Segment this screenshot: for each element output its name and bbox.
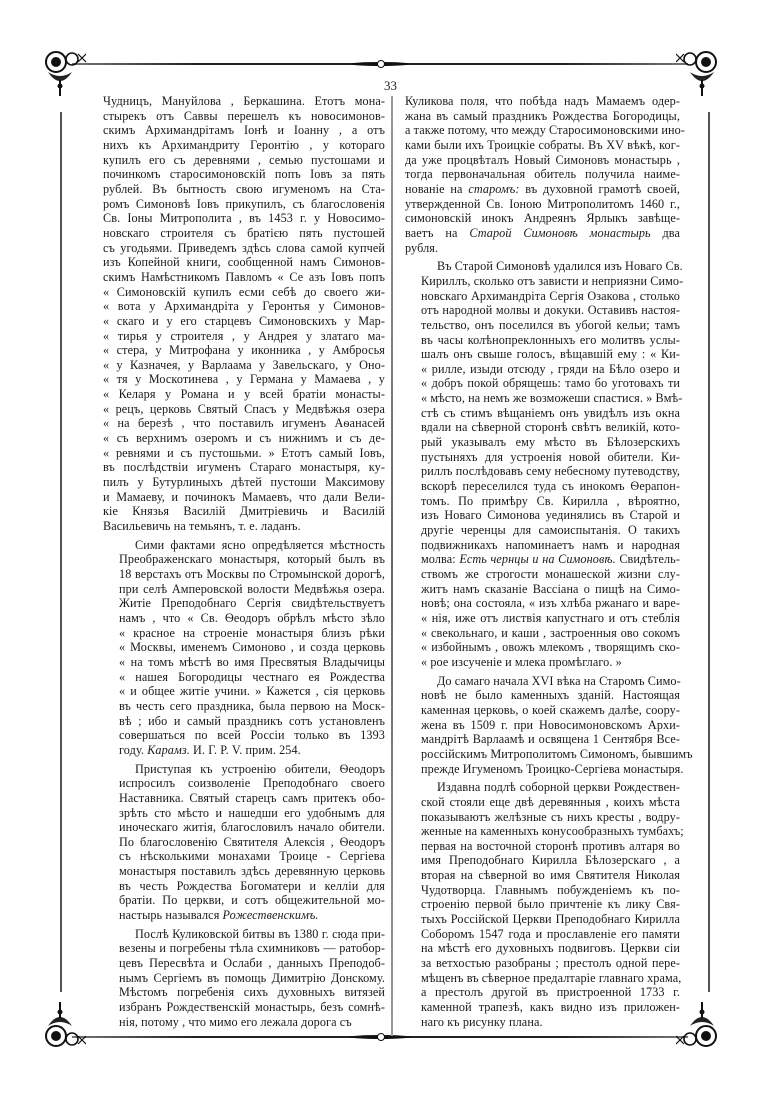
text-line	[103, 684, 385, 699]
text-run: риллъ послѣдовавъ сему небесному путеводству,	[421, 464, 680, 479]
text-line: « тя у Москотинева , у Германа у Мамаева , у	[103, 372, 385, 387]
text-line	[405, 94, 680, 109]
text-run: По благословенію Святителя Алексія , Ѳеодоръ	[119, 834, 385, 849]
text-line	[103, 908, 385, 923]
text-line	[405, 197, 680, 212]
text-line	[405, 182, 680, 197]
text-line: нымъ Сергіемъ въ помощь Димитрію Донскому.	[119, 970, 385, 985]
text-line: « тирья у строителя , у Андрея у златаго ма-	[103, 328, 385, 343]
text-run: тогда первоначальная обитель получила наиме-	[405, 167, 680, 182]
text-run: « Москвы, именемъ Симоново , и созда церковь	[119, 640, 385, 655]
text-line: нія, потому , что мимо его лежала дорога съ	[119, 1014, 352, 1029]
text-line	[405, 123, 685, 138]
text-line	[405, 552, 680, 567]
text-line	[103, 743, 385, 758]
text-line	[103, 728, 385, 743]
text-line	[103, 849, 385, 864]
text-line	[405, 289, 680, 304]
right-border-rule	[708, 112, 710, 992]
text-run: настырь назывался	[119, 908, 223, 923]
rule-center-dot	[377, 1033, 385, 1041]
text-run: иноческаго житія, благословилъ начало обители.	[119, 820, 385, 835]
text-run: а также потому, что между Старосимоновскими ино-	[405, 123, 685, 138]
text-line: рублей. Въ бытность свою игуменомъ на Ста-	[103, 181, 385, 196]
text-run: « избойнымъ , овожъ млекомъ , творящимъ ско-	[421, 640, 680, 655]
text-run: году.	[119, 742, 148, 757]
text-line	[103, 879, 385, 894]
text-run: томъ. По примѣру Св. Кирилла , вѣроятно,	[421, 493, 680, 508]
text-run: вдали на сѣверной сторонѣ свѣтъ великій, кото-	[421, 420, 680, 435]
text-run: новѣ; она состояла, « изъ хлѣба ржанаго и варе-	[421, 596, 680, 611]
text-line	[103, 552, 385, 567]
text-run: жана въ самый праздникъ Рождества Богородицы,	[405, 108, 680, 123]
text-run: « мѣсто, на немъ же возможеши спастися. » Вмѣ-	[421, 391, 683, 406]
text-line	[103, 626, 385, 641]
text-run: « красное на строеніе монастыря близъ рѣки	[119, 625, 385, 640]
text-line: починкомъ старосимоновскій попъ Іовъ за пять	[103, 167, 385, 182]
page-number: 33	[384, 78, 397, 93]
text-run: Въ Старой Симоновѣ удалился изъ Новаго Св.	[437, 259, 683, 274]
text-run: утвержденной Св. Іоною Митрополитомъ 1460 г.,	[405, 196, 680, 211]
text-run: совершаться по всей Россіи только въ 1393	[119, 728, 385, 743]
text-line: Послѣ Куликовской битвы въ 1380 г. сюда при-	[135, 926, 385, 941]
column-divider	[391, 96, 393, 1036]
italic-citation: Карамз.	[147, 742, 190, 757]
bottom-ornamental-rule	[72, 1036, 688, 1038]
text-line: прежде Игуменомъ Троицко-Сергіева монастыря.	[421, 761, 684, 776]
text-line: « на березѣ , что поставилъ игуменъ Аѳанасей	[103, 416, 385, 431]
text-line	[405, 450, 680, 465]
text-run: монастыря поставилъ здѣсь деревянную церковь	[119, 864, 385, 879]
text-run: 18 верстахъ отъ Москвы по Стромынской дорогѣ,	[119, 567, 385, 581]
text-line	[103, 699, 385, 714]
italic-citation: Рожественскимъ.	[222, 908, 319, 923]
text-line	[405, 241, 680, 256]
text-line: « съ верхнимъ озеромъ и съ нижнимъ и съ де-	[103, 431, 385, 446]
text-line: новѣ не было каменныхъ зданій. Настоящая	[421, 688, 680, 703]
text-line	[405, 479, 680, 494]
paragraph	[405, 259, 684, 669]
text-line: мѣщенъ въ сѣверное предалтаріе главнаго храма,	[421, 970, 682, 985]
text-run: « добръ покой обрящешь: тамо бо уготовахъ ти	[421, 376, 680, 391]
text-run: Преображенскаго монастыря, который былъ въ	[119, 552, 385, 567]
text-line: въ послѣдствіи игуменъ Стараго монастыря, ку-	[103, 460, 385, 475]
text-run: въ честь сего праздника, была первою на Моск-	[119, 698, 385, 713]
text-line	[103, 670, 385, 685]
italic-citation: Старой Симоновѣ монастырь	[469, 225, 651, 240]
text-line: « ревнями и съ пустошьми. » Етотъ самый Іовъ,	[103, 445, 385, 460]
text-line: и Мамаеву, и починокъ Мамаевъ, что дали Вели-	[103, 489, 385, 504]
text-line: тыхъ Россійской Церкви Преподобнаго Кирилла	[421, 912, 680, 927]
text-run: молва:	[421, 552, 460, 567]
text-line: « стера, у Митрофана у иконника , у Амбросья	[103, 343, 385, 358]
text-line	[405, 538, 680, 553]
top-ornamental-rule	[72, 63, 688, 65]
paragraph	[103, 94, 385, 534]
text-line	[405, 167, 680, 182]
text-line	[405, 626, 680, 641]
text-run: вѣ ; ибо и самый праздникъ сотъ установленъ	[119, 713, 385, 728]
paragraph	[103, 927, 385, 1030]
text-line: показываютъ желѣзные съ нихъ кресты , водру-	[421, 809, 680, 824]
text-run: Наставника. Святый старецъ самъ притекъ обо-	[119, 790, 385, 805]
text-run: Приступая къ устроенію обители, Ѳеодоръ	[135, 761, 385, 776]
text-run: два	[650, 225, 680, 240]
text-run: въ духовной грамотѣ своей,	[519, 181, 680, 196]
rule-center-dot	[377, 60, 385, 68]
text-line: Чудницъ, Мануйлова , Беркашина. Етотъ мона-	[103, 94, 385, 108]
text-line	[405, 362, 680, 377]
text-line	[405, 333, 680, 348]
text-line	[103, 640, 385, 655]
text-line	[405, 273, 684, 289]
text-line: россійскимъ Митрополитомъ Симономъ, бывшимъ	[421, 746, 693, 761]
text-run: « на томъ мѣстѣ во имя Пресвятыя Владычицы	[119, 654, 385, 669]
text-run: съ нѣсколькими монахами Троице - Сергіева	[119, 849, 385, 864]
text-line: Издавна подлѣ соборной церкви Рождествен-	[437, 780, 680, 795]
text-run: Куликова поля, что побѣда надъ Мамаемъ одер-	[405, 94, 680, 108]
text-run: изъ Новаго Симонова уединялись въ Старой и	[421, 508, 680, 523]
paragraph	[405, 673, 693, 777]
text-line: « рецъ, церковь Святый Спасъ у Медвѣжья озера	[103, 401, 385, 416]
corner-ornament-bottom-left	[44, 1002, 86, 1048]
text-line	[103, 806, 385, 821]
text-run: « нашея Богородицы честнаго ея Рождества	[119, 669, 385, 684]
text-line	[405, 435, 680, 450]
text-line: а престолъ другой въ пристроенной 1733 г.	[421, 985, 680, 1000]
text-line	[405, 464, 680, 479]
text-run: испросилъ соизволеніе Преподобнаго своего	[119, 776, 385, 791]
text-run: подвижникахъ напоминаетъ намъ и народная	[421, 537, 680, 552]
text-line: До самаго начала XVI вѣка на Старомъ Симо-	[437, 673, 681, 688]
text-line: стырекъ отъ Саввы перешелъ къ новосимонов-	[103, 108, 385, 123]
text-run: « рилле, изыди отсюду , гряди на Бѣло озеро и	[421, 361, 680, 376]
text-run: стѣ съ стимъ вѣщаніемъ онъ увидѣлъ изъ окна	[421, 405, 680, 420]
text-run: рый указывалъ ему мѣсто въ Бѣлозерскихъ	[421, 435, 680, 450]
floral-ornament-icon	[44, 1002, 86, 1048]
text-run: при селѣ Амперовской волости Медвѣжья озера.	[119, 581, 385, 596]
text-line	[103, 893, 385, 908]
text-run: да уже процвѣталъ Новый Симоновъ монастырь ,	[405, 152, 680, 167]
text-run: рубля.	[405, 240, 439, 255]
text-line: новскаго строителя съ братією пять пустошей	[103, 225, 385, 240]
text-line: скимъ Архимандрітамъ Іонѣ и Іоанну , а отъ	[103, 123, 385, 138]
text-run: симоновскій инокъ Андреянъ Ярлыкъ завѣще-	[405, 211, 680, 226]
text-line: « скаго и у его старцевъ Симоновскихъ у Мар-	[103, 313, 385, 328]
text-line: « Келаря у Романа и у всей братіи монасты-	[103, 387, 385, 402]
text-line: цевъ Пересвѣта и Ослаби , данныхъ Преподоб-	[119, 956, 385, 971]
paragraph	[103, 762, 385, 923]
text-line: строенію первой было причтеніе къ лику Свя-	[421, 897, 680, 912]
text-line	[103, 762, 385, 777]
text-line	[405, 494, 680, 509]
text-line	[405, 259, 683, 274]
left-border-rule	[60, 112, 62, 992]
text-run: ваетъ на	[405, 225, 470, 240]
text-run: въ часы колѣнопреклонныхъ его молитвъ услы-	[421, 332, 680, 347]
text-run: « свекольнаго, и каши , застроенныя ово сокомъ	[421, 625, 680, 640]
text-line	[103, 655, 385, 670]
text-line	[405, 420, 680, 435]
floral-ornament-icon	[676, 1002, 718, 1048]
text-line	[103, 611, 385, 626]
text-run: « нія, иже отъ листвія капустнаго и отъ стеблія	[421, 610, 680, 625]
text-line: « Симоновскій купилъ есми себѣ до своего жи-	[103, 284, 385, 299]
text-line: наго къ рисунку плана.	[421, 1014, 543, 1029]
text-line: кіе Князья Василій Дмитріевичь и Василій	[103, 504, 385, 519]
text-line	[405, 318, 680, 333]
text-line	[103, 714, 385, 729]
text-line: нихъ къ Архимандриту Геронтію , у котораго	[103, 137, 385, 152]
text-run: отъ народной молвы и докуки. Оставивъ настоя-	[421, 303, 680, 318]
text-line: Чудотворца. Главнымъ побужденіемъ къ по-	[421, 882, 680, 897]
text-line: каменная церковь, о коей скажемъ далѣе, cooру-	[421, 702, 680, 717]
text-line	[405, 655, 680, 670]
text-line	[103, 791, 385, 806]
text-line	[405, 582, 680, 597]
text-line: женные на каменныхъ конусообразныхъ тумбахъ;	[421, 824, 684, 839]
text-line: купилъ его съ деревнями , семью пустошами и	[103, 152, 385, 167]
text-line	[103, 835, 385, 850]
text-run: нованіе на	[405, 181, 469, 196]
text-line: Соборомъ 1547 года и прославленіе его памяти	[421, 926, 680, 941]
text-line: пилъ у Бутурлиныхъ дѣтей пустоши Максимову	[103, 475, 385, 490]
text-run: Житіе Преподобнаго Сергія свидѣтельствуетъ	[119, 596, 385, 611]
text-line	[103, 567, 385, 582]
text-run: ками были ихъ Троицкіе собраты. Въ XV вѣкѣ, ког-	[405, 137, 680, 152]
text-run: ствомъ же строгости монашеской жизни слу-	[421, 567, 680, 581]
text-run: « и общее житіе учини. » Кажется , сія церковь	[119, 684, 385, 699]
text-line: « у Казначея, у Варлаама у Завельскаго, у Оно-	[103, 357, 385, 372]
text-run: въ честь Рождества Богоматери и келліи для	[119, 878, 385, 893]
left-text-column	[103, 94, 385, 1033]
text-run: Кириллъ, сколько отъ зависти и неприязни Симо-	[421, 273, 684, 288]
text-line	[103, 820, 385, 835]
text-line	[405, 391, 683, 406]
text-line: вторая на сѣверной во имя Святителя Николая	[421, 868, 680, 883]
text-run: Сими фактами ясно опредѣляется мѣстность	[135, 537, 385, 552]
text-line: каменной трапезѣ, какъ видно изъ приложен-	[421, 1000, 680, 1015]
text-line: на мѣстѣ его духовныхъ подвиговъ. Церкви сіи	[421, 941, 680, 956]
text-line: первая на восточной сторонѣ противъ алтаря во	[421, 838, 680, 853]
text-line: « вота у Архимандріта у Геронтья у Симонов-	[103, 299, 385, 314]
text-line	[405, 406, 680, 421]
text-run: житъ намъ сказаніе Вассіана о пищѣ на Симо-	[421, 581, 680, 596]
text-line	[405, 226, 680, 241]
paragraph	[405, 94, 685, 255]
text-run: Свидѣтель-	[615, 552, 680, 567]
italic-citation: старомъ:	[468, 181, 520, 196]
text-line	[405, 508, 680, 523]
text-line: ской стояли еще двѣ деревянныя , коихъ мѣста	[421, 794, 680, 809]
text-run: другіе черенцы для самоиспытанія. О такихъ	[421, 523, 680, 538]
text-run: тельство, онъ поселился въ убогой кельи; тамъ	[421, 317, 680, 332]
text-line: за ветхостью разобраны ; престолъ одной пере-	[421, 956, 680, 971]
text-run: пустыняхъ для устроенія новой обители. Ки-	[421, 449, 680, 464]
text-line	[405, 138, 680, 153]
text-run: братіи. По церкви, и сотъ общежительной мо-	[119, 893, 385, 908]
text-line: имя Преподобнаго Кирилла Бѣлозерскаго , а	[421, 853, 680, 868]
text-line	[405, 153, 680, 168]
text-line	[405, 109, 680, 124]
text-line	[405, 640, 680, 655]
text-line: везены и погребены тѣла схимниковъ — ратобор-	[119, 941, 385, 956]
text-line: Васильевичь на темьянъ, т. е. ладанъ.	[103, 519, 301, 534]
text-run: И. Г. Р. V. прим. 254.	[189, 742, 301, 757]
text-line	[103, 776, 385, 791]
paragraph	[405, 780, 684, 1029]
text-line	[103, 582, 385, 597]
text-line: избранъ Рождественскій монастырь, безъ сомнѣ-	[119, 1000, 385, 1015]
text-line: скимъ Намѣстникомъ Павломъ « Се азъ Іовъ попъ	[103, 269, 385, 284]
corner-ornament-bottom-right	[676, 1002, 718, 1048]
text-line: Мѣстомъ погребенія сихъ духовныхъ витязей	[119, 985, 385, 1000]
right-text-column	[405, 94, 693, 1033]
italic-citation: Есть чернцы и на Симоновѣ.	[459, 552, 616, 567]
text-line	[405, 596, 680, 611]
text-line: жена въ 1509 г. при Новосимоновскомъ Архи-	[421, 717, 680, 732]
text-line: съ угодьями. Приведемъ здѣсь слова самой купчей	[103, 240, 385, 255]
text-line	[405, 347, 680, 362]
text-run: « рое изсученіе и млека промѣглаго. »	[421, 654, 622, 669]
text-line	[103, 864, 385, 879]
text-line: Св. Іоны Митрополита , въ 1453 г. у Новосимо-	[103, 211, 385, 226]
paragraph	[103, 538, 385, 758]
text-line	[405, 523, 680, 538]
text-run: зрѣть сто мѣсто и нашедши его удобнымъ для	[119, 805, 385, 820]
text-line: изъ Копейной книги, сообщенной намъ Симонов-	[103, 255, 385, 270]
text-line	[405, 376, 680, 391]
text-line	[103, 596, 385, 611]
text-line: мандрітѣ Варлаамѣ и освящена 1 Сентября Все-	[421, 732, 680, 747]
text-run: новскаго Архимандріта Сергія Озакова , столько	[421, 288, 680, 303]
text-line: ромъ Симоновѣ Іовъ прикупилъ, съ благословенія	[103, 196, 385, 211]
text-line	[103, 538, 385, 553]
text-line	[405, 303, 680, 318]
text-line	[405, 611, 680, 626]
text-run: намъ , что « Св. Ѳеодоръ обрѣлъ мѣсто зѣло	[119, 610, 385, 625]
text-run: вскорѣ переселился туда съ инокомъ Ѳерапон-	[421, 479, 680, 494]
text-run: шалъ онъ свыше голосъ, вѣщавшій ему : « Ки-	[421, 347, 680, 362]
text-line	[405, 567, 680, 582]
text-line	[405, 211, 680, 226]
